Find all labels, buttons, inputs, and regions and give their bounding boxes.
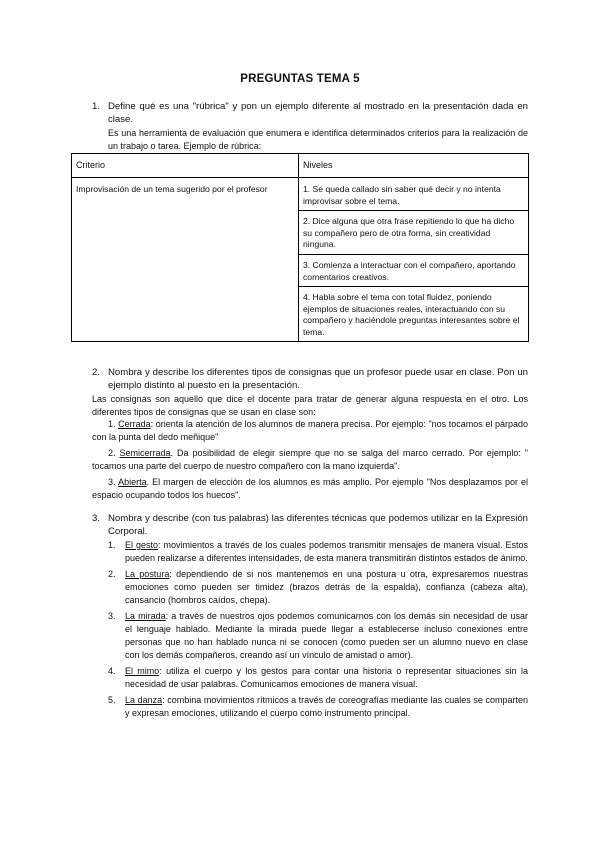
list-item	[108, 610, 528, 662]
list-item-term: Abierta	[118, 477, 147, 487]
rubric-level-4: 4. Habla sobre el tema con total fluidez, poniendo ejemplos de situaciones reales, interactuando con su compañero y haciéndole preguntas interesantes sobre el tema.	[299, 287, 529, 342]
list-item-number: 4.	[108, 666, 116, 676]
list-item-number: 3.	[108, 477, 116, 487]
rubric-table	[71, 153, 529, 342]
question-2-number: 2.	[92, 367, 101, 378]
list-item-text: : dependiendo de si nos mantenemos en una postura u otra, expresaremos nuestras emociones como pueden ser timidez (brazos detrás de la espalda), confianza (cabeza alta), cansancio (hombros caídos, chepa).	[125, 569, 528, 605]
list-item-term: La danza	[125, 695, 163, 705]
question-1-answer	[108, 127, 528, 153]
list-item-number: 1.	[108, 419, 116, 429]
list-item	[92, 418, 528, 444]
list-item	[92, 447, 528, 473]
list-item-term: Cerrada	[118, 419, 151, 429]
question-2	[92, 366, 528, 392]
rubric-level-2: 2. Dice alguna que otra frase repitiendo lo que ha dicho su compañero pero de otra forma, sin creatividad ninguna.	[299, 211, 529, 255]
consignas-list	[92, 418, 528, 502]
list-item-text: . El margen de elección de los alumnos es más amplio. Por ejemplo "Nos desplazamos por el espacio ocupando todos los huecos".	[92, 477, 528, 500]
list-item-text: : combina movimientos rítmicos a través de coreografías mediante las cuales se comparten y expresan emociones, utilizando el cuerpo como instrumento principal.	[125, 695, 528, 718]
question-3-number: 3.	[92, 513, 101, 524]
list-item	[108, 568, 528, 607]
question-2-intro	[92, 393, 528, 419]
rubric-row	[72, 178, 529, 211]
list-item-text: . Da posibilidad de elegir siempre que no se salga del marco cerrado. Por ejemplo: " tocamos una parte del cuerpo de nuestro compañero con la mano izquierda".	[92, 448, 528, 471]
list-item-term: La mirada	[125, 611, 166, 621]
list-item-text: : a través de nuestros ojos podemos comunicarnos con los demás sin necesidad de usar el lenguaje hablado. Mediante la mirada puede llegar a establecerse incluso conexiones entre personas que no han hablado nunca ni se conocen (como pueden ser un alumno nuevo en clase con los demás compañeros, creando así un vínculo de amistad o amor).	[125, 611, 528, 660]
list-item-term: Semicerrada	[119, 448, 171, 458]
list-item-term: El gesto	[125, 540, 159, 550]
list-item-number: 2.	[108, 448, 116, 458]
list-item-number: 2.	[108, 569, 116, 579]
rubric-header-row	[72, 154, 529, 178]
list-item-text: : orienta la atención de los alumnos de manera precisa. Por ejemplo: "nos tocamos el párpado con la punta del dedo meñique"	[92, 419, 528, 442]
list-item	[92, 476, 528, 502]
question-1	[92, 100, 528, 126]
tecnicas-list	[108, 539, 528, 720]
list-item	[108, 694, 528, 720]
question-1-text: Define qué es una "rúbrica" y pon un ejemplo diferente al mostrado en la presentación dada en clase.	[108, 101, 528, 125]
question-3	[92, 512, 528, 538]
list-item-text: : utiliza el cuerpo y los gestos para contar una historia o representar situaciones sin la necesidad de usar palabras. Comunicamos emociones de manera visual.	[125, 666, 528, 689]
question-1-answer-text: Es una herramienta de evaluación que enumera e identifica determinados criterios para la realización de un trabajo o tarea. Ejemplo de rúbrica:	[108, 128, 528, 151]
question-1-number: 1.	[92, 101, 101, 112]
list-item	[108, 665, 528, 691]
rubric-header-criterio: Criterio	[72, 154, 299, 178]
rubric-criterio-cell: Improvisación de un tema sugerido por el profesor	[72, 178, 299, 342]
rubric-header-niveles: Niveles	[299, 154, 529, 178]
rubric-level-3: 3. Comienza a interactuar con el compañero, aportando comentarios creativos.	[299, 255, 529, 287]
question-2-intro-text: Las consignas son aquello que dice el docente para tratar de generar alguna respuesta en el otro. Los diferentes tipos de consignas que se usan en clase son:	[92, 394, 528, 417]
list-item-number: 1.	[108, 540, 116, 550]
list-item-number: 3.	[108, 611, 116, 621]
rubric-level-1: 1. Se queda callado sin saber qué decir y no intenta improvisar sobre el tema.	[299, 178, 529, 211]
list-item-term: El mimo	[125, 666, 160, 676]
list-item	[108, 539, 528, 565]
list-item-number: 5.	[108, 695, 116, 705]
list-item-term: La postura	[125, 569, 170, 579]
question-3-text: Nombra y describe (con tus palabras) las diferentes técnicas que podemos utilizar en la Expresión Corporal.	[108, 513, 528, 537]
page-title: PREGUNTAS TEMA 5	[240, 73, 360, 85]
question-2-text: Nombra y describe los diferentes tipos de consignas que un profesor puede usar en clase. Pon un ejemplo distinto al puesto en la presentación.	[108, 367, 528, 391]
list-item-text: : movimientos a través de los cuales podemos transmitir mensajes de manera visual. Estos pueden realizarse a diferentes intensidades, de esta manera transmitirán distintos estados de ánimo.	[125, 540, 528, 563]
